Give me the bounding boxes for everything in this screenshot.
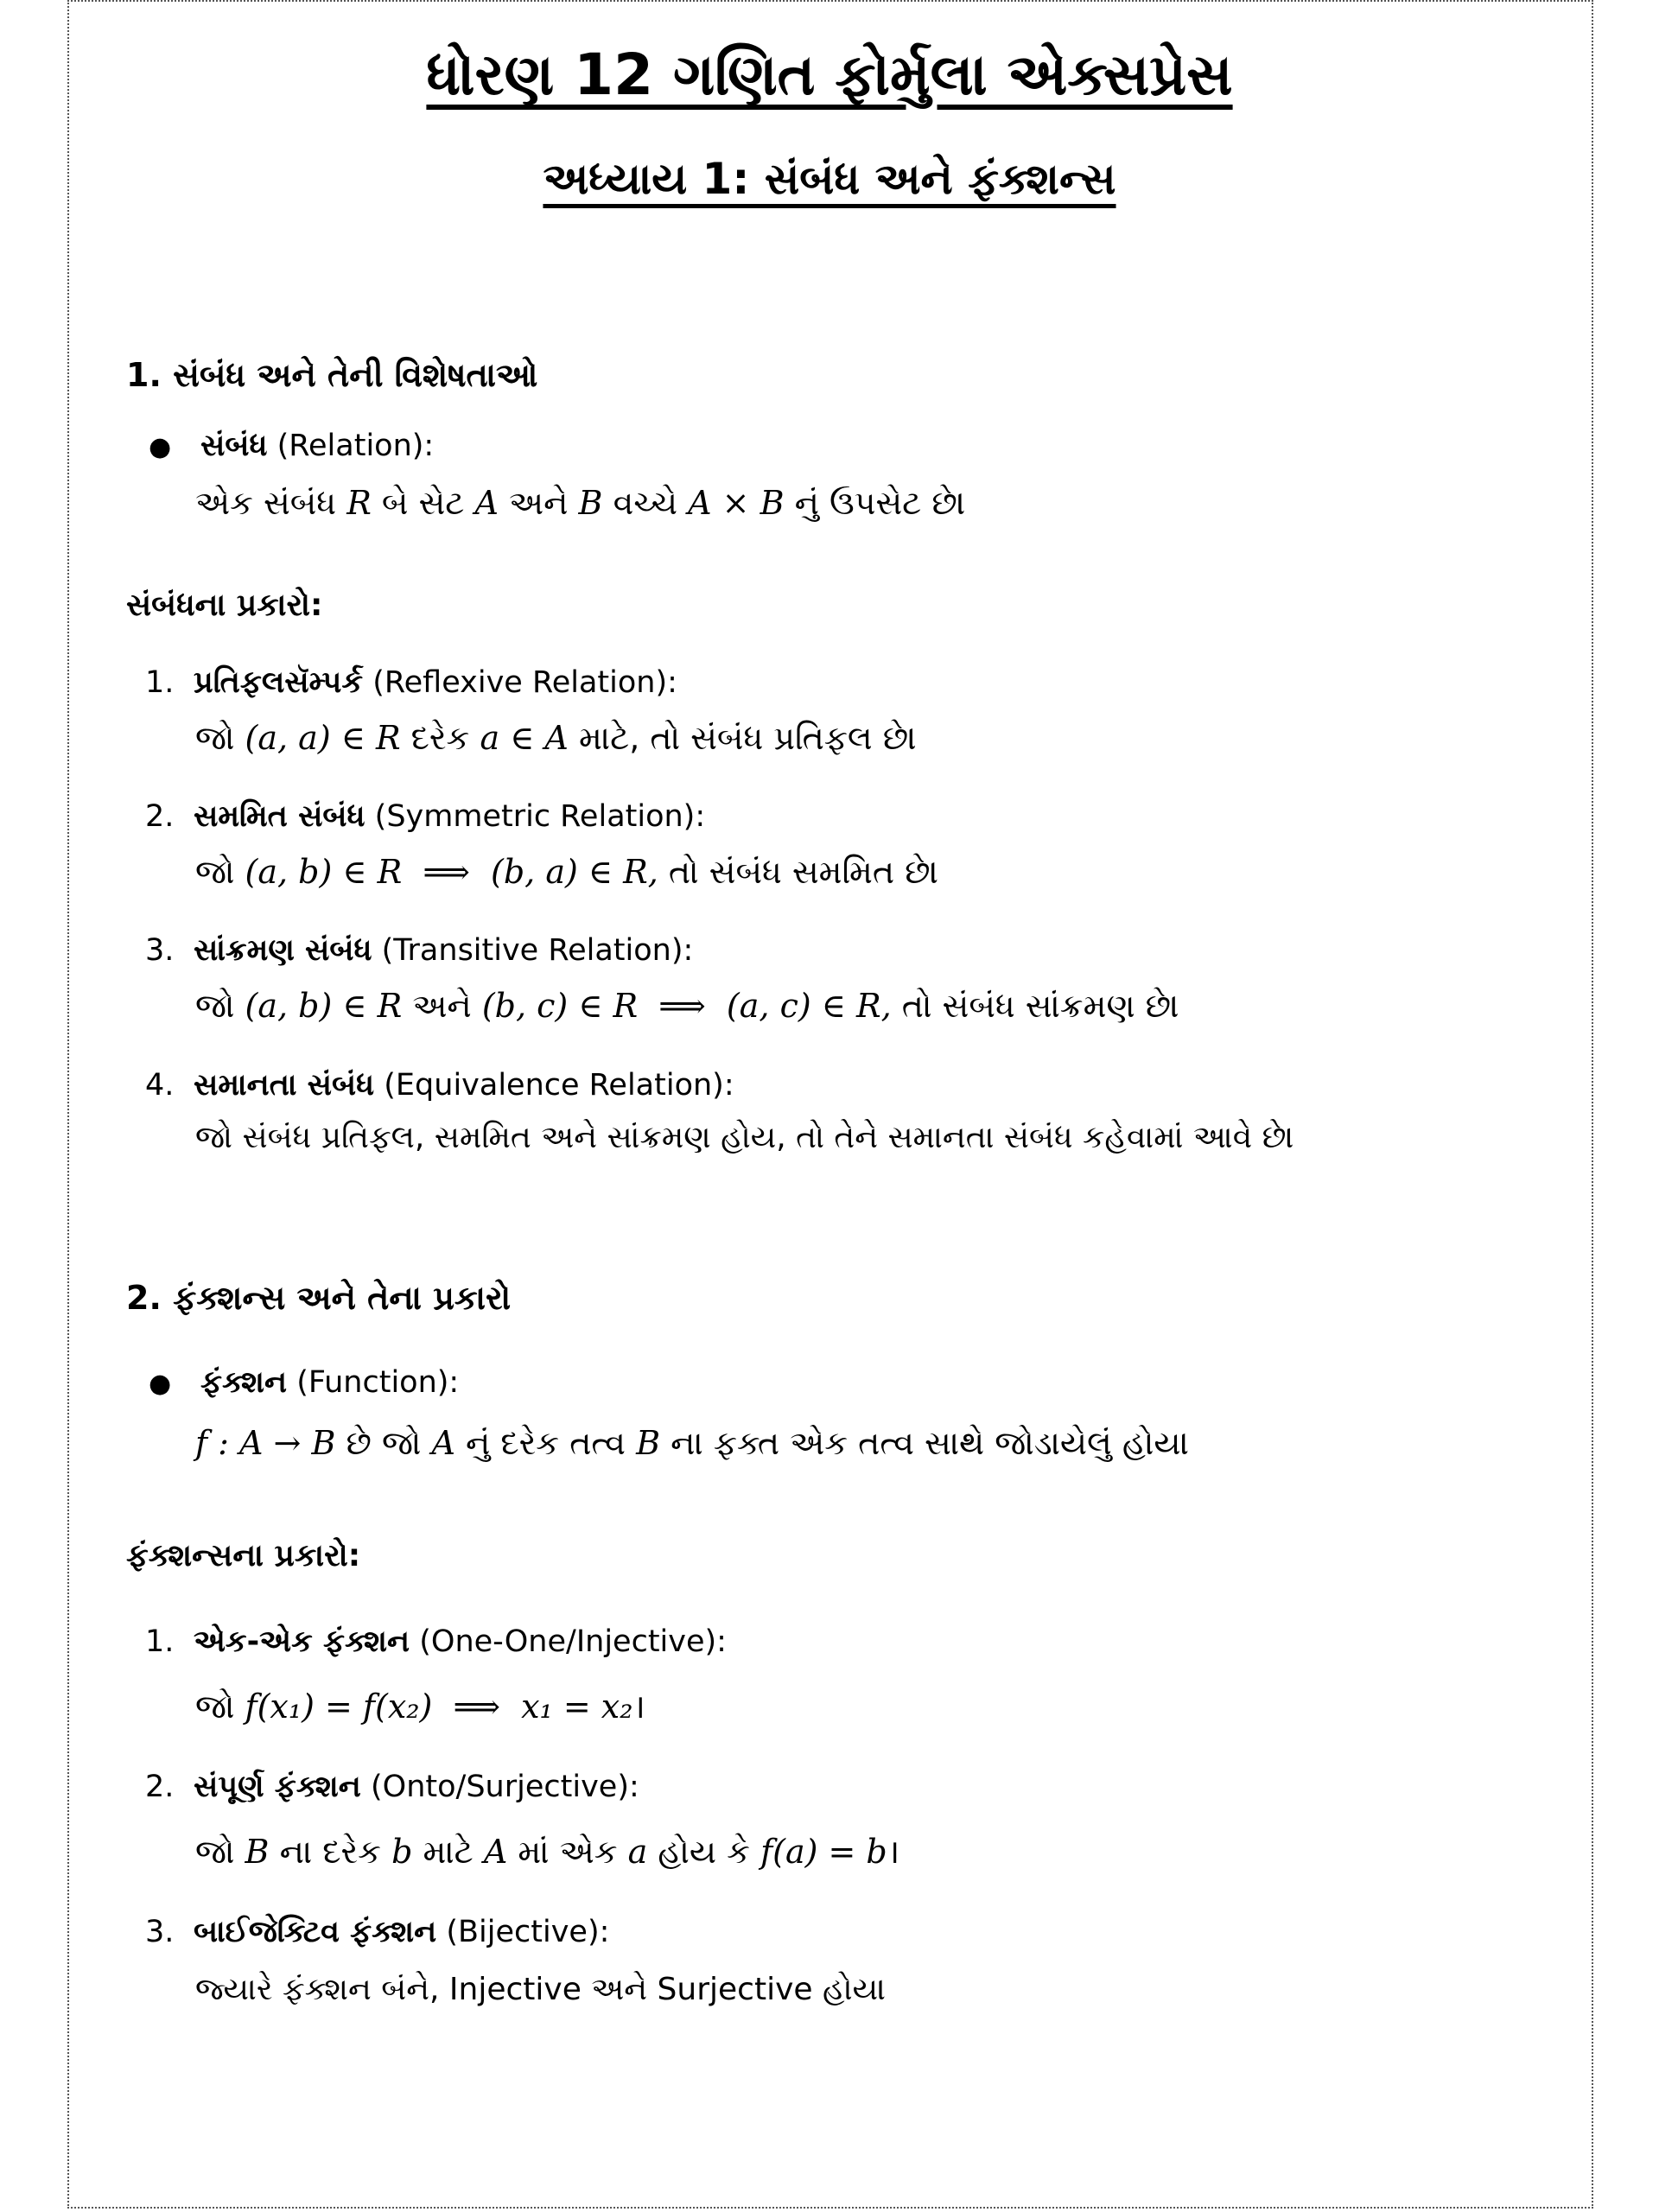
relation-bullet-head: [145, 429, 434, 463]
bullet-icon: ●: [149, 432, 172, 462]
bijective-head: 3. બાઈજેક્ટિવ ફંક્શન (Bijective):: [145, 1915, 610, 1949]
surjective-body: જો B ના દરેક b માટે A માં એક a હોય કે f(a) = b।: [195, 1833, 900, 1871]
bijective-body: જ્યારે ફંક્શન બંને, Injective અને Surjective હોય।: [195, 1972, 887, 2007]
reflexive-head: 1. પ્રતિફલસૅમ્પર્ક (Reflexive Relation):: [145, 665, 677, 700]
section-1-heading: 1. સંબંધ અને તેની વિશેષતાઓ: [126, 356, 538, 394]
injective-head: 1. એક-એક ફંક્શન (One-One/Injective):: [145, 1624, 727, 1659]
relation-term: સંબંધ: [200, 429, 268, 463]
symmetric-head: 2. સમમિત સંબંધ (Symmetric Relation):: [145, 799, 706, 834]
bullet-icon: ●: [149, 1369, 172, 1399]
chapter-title: અધ્યાય 1: સંબંધ અને ફંક્શન્સ: [543, 154, 1116, 204]
relation-definition: એક સંબંધ R બે સેટ A અને B વચ્ચે A × B નું ઉપસેટ છે।: [195, 484, 966, 522]
document-title: ધોરણ 12 ગણિત ફોર્મુલા એક્સપ્રેસ: [426, 41, 1233, 108]
function-bullet-head: ● ફંક્શન (Function):: [145, 1365, 459, 1400]
transitive-head: 3. સાંક્રમણ સંબંધ (Transitive Relation):: [145, 933, 694, 968]
equivalence-body: જો સંબંધ પ્રતિફલ, સમમિત અને સાંક્રમણ હોય, તો તેને સમાનતા સંબંધ કહેવામાં આવે છે।: [195, 1120, 1295, 1155]
equivalence-head: 4. સમાનતા સંબંધ (Equivalence Relation):: [145, 1068, 734, 1103]
transitive-body: જો (a, b) ∈ R અને (b, c) ∈ R ⟹ (a, c) ∈ R, તો સંબંધ સાંક્રમણ છે।: [195, 987, 1180, 1025]
reflexive-body: જો (a, a) ∈ R દરેક a ∈ A માટે, તો સંબંધ પ્રતિફલ છે।: [195, 719, 918, 757]
section-2-heading: 2. ફંક્શન્સ અને તેના પ્રકારો: [126, 1279, 512, 1317]
surjective-head: 2. સંપૂર્ણ ફંક્શન (Onto/Surjective):: [145, 1770, 639, 1804]
injective-body: જો f(x₁) = f(x₂) ⟹ x₁ = x₂।: [195, 1688, 645, 1726]
function-definition: f : A → B છે જો A નું દરેક તત્વ B ના ફક્ત એક તત્વ સાથે જોડાયેલું હોય।: [195, 1424, 1190, 1462]
page-border: [67, 0, 1593, 2209]
relation-en: (Relation):: [276, 429, 435, 463]
relation-types-heading: સંબંધના પ્રકારો:: [126, 588, 323, 623]
function-types-heading: ફંક્શન્સના પ્રકારો:: [126, 1538, 361, 1573]
symmetric-body: જો (a, b) ∈ R ⟹ (b, a) ∈ R, તો સંબંધ સમમિત છે।: [195, 853, 939, 891]
